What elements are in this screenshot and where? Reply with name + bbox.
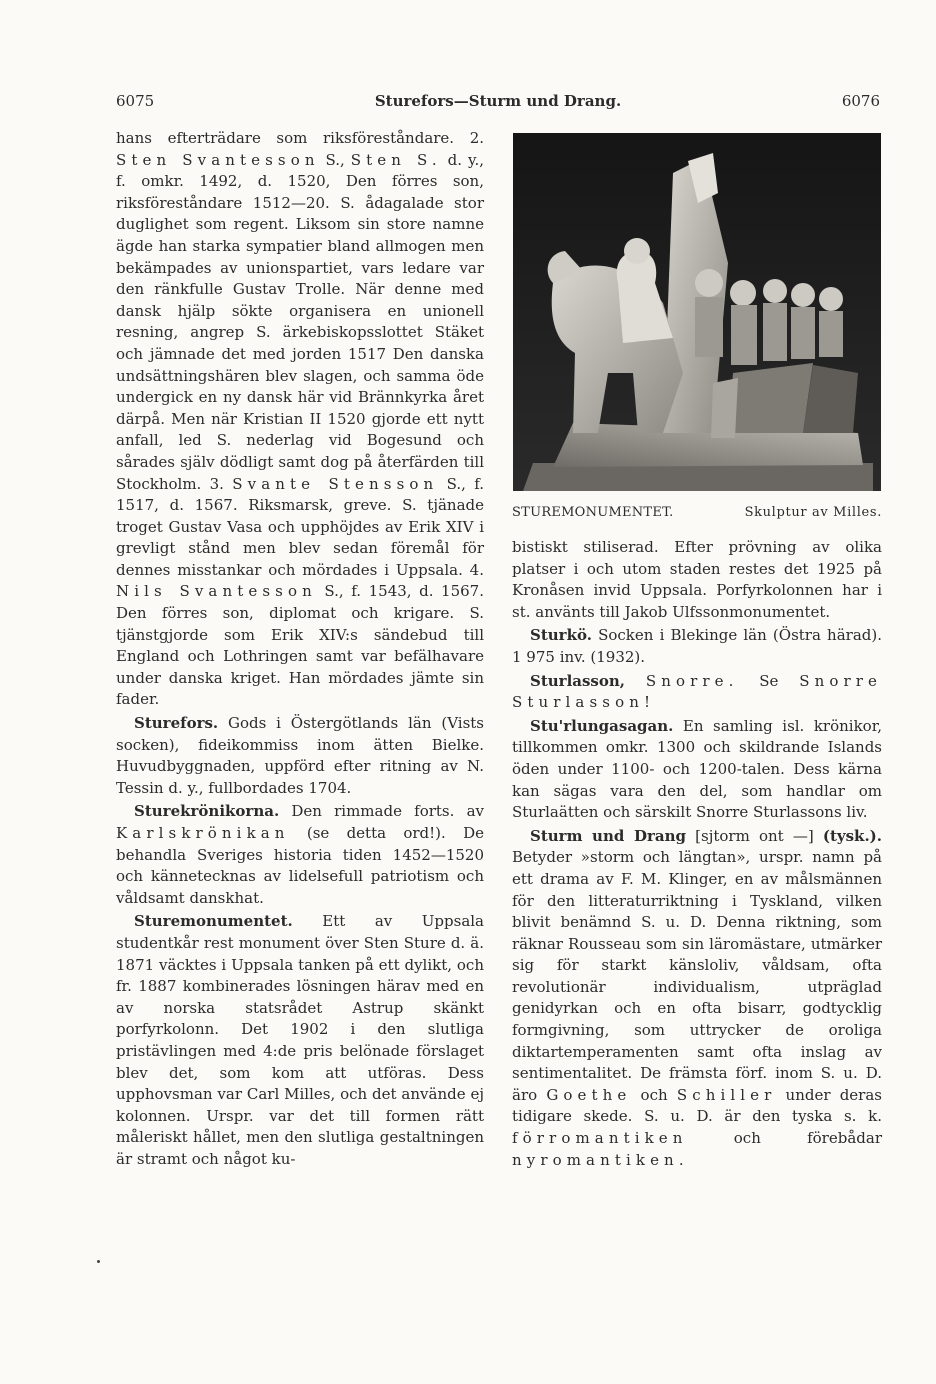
running-title: Sturefors—Sturm und Drang. — [374, 92, 622, 110]
entry-sturlungasagan: Stu'rlungasagan. En samling isl. krönikor, tillkommen omkr. 1300 och skildrande Islands öden under 1100- och 1200-talen. Dess kärna kan sägas vara den del, som handlar om Sturlaätten och särskilt Snorre Sturlassons liv. — [512, 716, 882, 822]
caption-title: STUREMONUMENTET. — [512, 505, 674, 520]
entry-sturemonumentet: Sturemonumentet. Ett av Uppsala studentkår rest monument över Sten Sture d. ä. 1871 väcktes i Uppsala tanken på ett dylikt, och fr. 1887 kombinerades lösningen härav med en av norska statsrådet Astrup skänkt porfyrkolonn. Det 1902 i den slutliga pristävlingen med 4:de pris belönade förslaget blev det, som kom att utföras. Dess upphovsman var Carl Milles, och det använde ej kolonnen. Urspr. var det till formen rätt måleriskt hållet, men den slutliga gestaltningen är stramt och något ku- — [116, 912, 484, 1168]
headword: Sturkö. — [530, 626, 592, 645]
page-number-right: 6076 — [841, 92, 880, 110]
page-number-left: 6075 — [116, 92, 155, 110]
headword: Sturekrönikorna. — [134, 802, 280, 821]
entry-sturko: Sturkö. Socken i Blekinge län (Östra härad). 1 975 inv. (1932). — [512, 626, 882, 666]
headword: Stu'rlungasagan. — [530, 716, 674, 735]
headword: Sturm und Drang — [530, 826, 686, 845]
headword: Sturlasson, — [530, 671, 626, 690]
sculpture-photo — [513, 133, 881, 491]
sturemonumentet-continued: bistiskt stiliserad. Efter prövning av olika platser i och utom staden restes det 1925 på Kronåsen invid Uppsala. Porfyrkolonnen har i st. använts till Jakob Ulfssonmonumentet. — [512, 538, 882, 621]
entry-sturefors: Sturefors. Gods i Östergötlands län (Vists socken), fideikommiss inom ätten Bielke. Huvudbyggnaden, uppförd efter ritning av N. Tessin d. y., fullbordades 1704. — [116, 714, 484, 797]
page-speck — [97, 1260, 100, 1263]
entry-sturlasson: Sturlasson, Snorre. Se Snorre Sturlasson! — [512, 671, 882, 712]
sculpture-image — [513, 133, 881, 491]
entry-sturekronikorna: Sturekrönikorna. Den rimmade forts. av Karlskrönikan (se detta ord!). De behandla Sveriges historia tiden 1452—1520 och kännetecknas av lidelsefull patriotism och våldsamt danskhat. — [116, 802, 484, 907]
entry-sturm-und-drang: Sturm und Drang [sjtorm ont —] (tysk.). Betyder »storm och längtan», urspr. namn på ett drama av F. M. Klinger, en av målsmännen för den litteraturriktning i Tyskland, vilken blivit benämnd S. u. D. Denna riktning, som räknar Rousseau som sin läromästare, utmärker sig för starkt känsloliv, våldsam, ofta revolutionär individualism, utpräglad genidyrkan och en ofta bisarr, godtycklig formgivning, som uttrycker de oroliga diktartemperamenten samt ofta inslag av sentimentalitet. De främsta förf. inom S. u. D. äro Goethe och Schiller under deras tidigare skede. S. u. D. är den tyska s. k. förromantiken och förebådar nyromantiken. — [512, 826, 882, 1169]
left-column — [116, 128, 484, 1171]
headword: Sturemonumentet. — [134, 912, 293, 931]
page-header — [116, 92, 880, 114]
sture-entry-continued: hans efterträdare som riksföreståndare. 2. Sten Svantesson S., Sten S. d. y., f. omkr. 1492, d. 1520, Den förres son, riksföreståndare 1512—20. S. ådagalade stor duglighet som regent. Liksom sin store namne ägde han starka sympatier bland allmogen men bekämpades av unionspartiet, vars ledare var den ränkfulle Gustav Trolle. När denne med dansk hjälp sökte organisera en unionell resning, angrep S. ärkebiskopsslottet Stäket och jämnade det med jorden 1517 Den danska undsättningshären blev slagen, och samma öde undergick en ny dansk här vid Brännkyrka året därpå. Men när Kristian II 1520 gjorde ett nytt anfall, led S. nederlag vid Bogesund och sårades själv dödligt samt dog på återfärden till Stockholm. 3. Svante Stensson S., f. 1517, d. 1567. Riksmarsk, greve. S. tjänade troget Gustav Vasa och upphöjdes av Erik XIV i grevligt stånd men blev sedan föremål för dennes misstankar och mördades i Uppsala. 4. Nils Svantesson S., f. 1543, d. 1567. Den förres son, diplomat och krigare. S. tjänstgjorde som Erik XIV:s sändebud till England och Lothringen samt var befälhavare under danska kriget. Han mördades jämte sin fader. — [116, 129, 484, 709]
figure-caption — [512, 504, 882, 522]
caption-credit: Skulptur av Milles. — [744, 505, 882, 520]
headword: Sturefors. — [134, 714, 219, 733]
right-column — [512, 537, 882, 1171]
